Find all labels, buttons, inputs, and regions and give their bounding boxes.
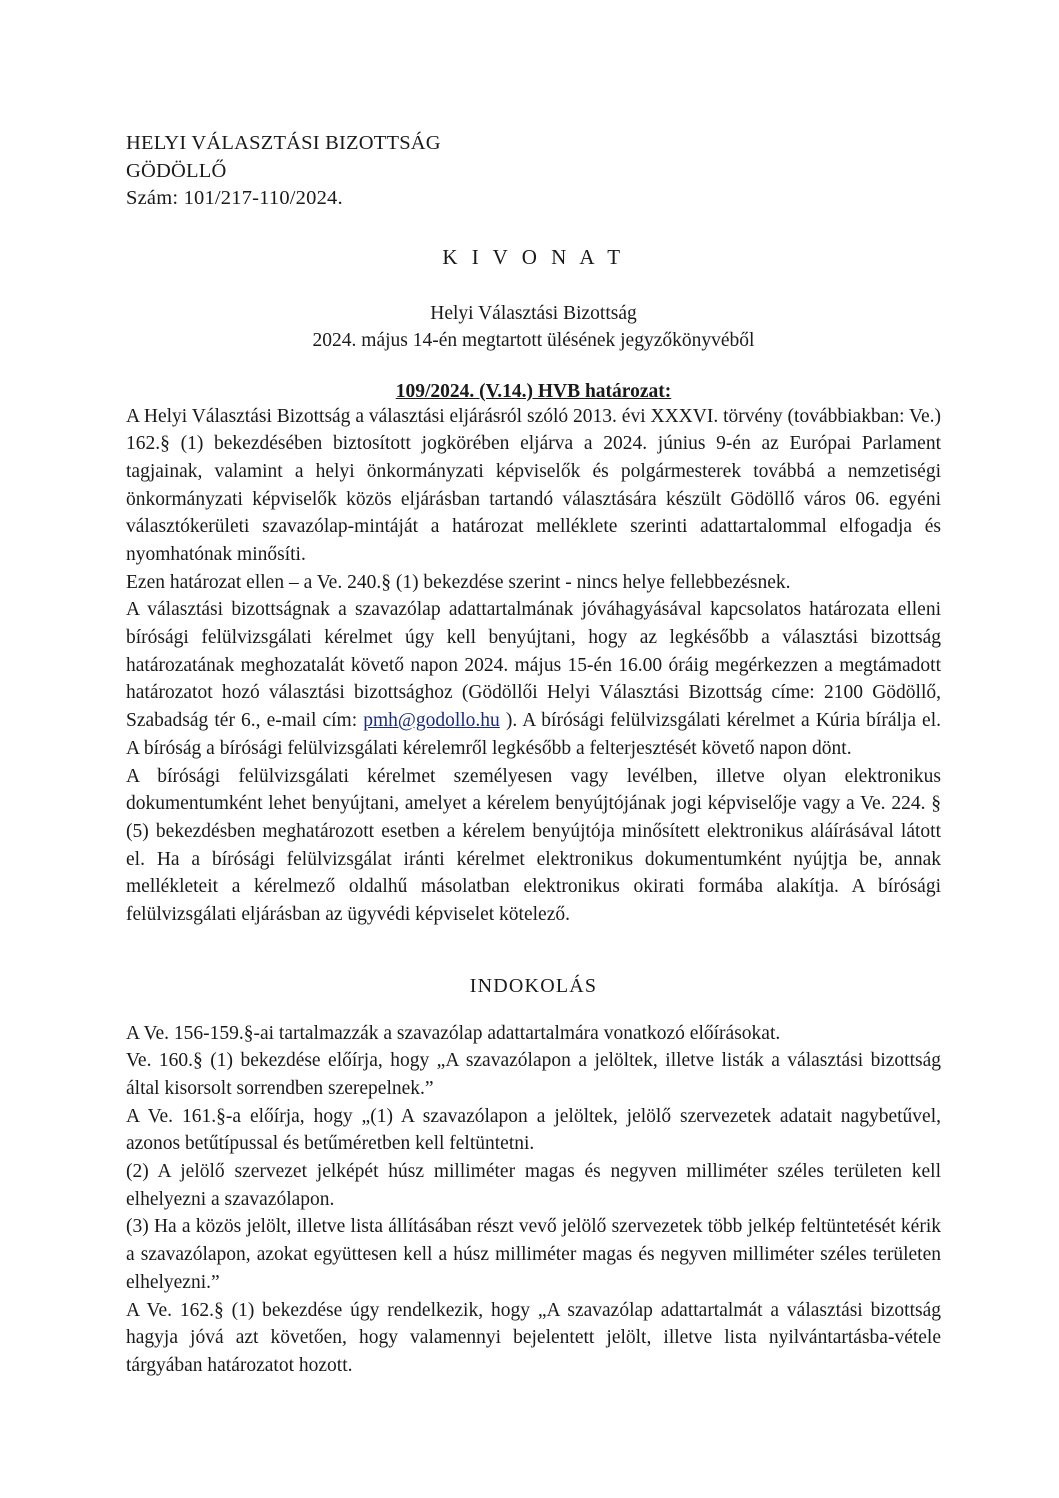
email-link[interactable]: pmh@godollo.hu xyxy=(363,710,500,732)
header-reference-number: Szám: 101/217-110/2024. xyxy=(126,187,343,210)
body-paragraph-1: A Helyi Választási Bizottság a választási eljárásról szóló 2013. évi XXXVI. törvény (továbbiakban: Ve.) 162.§ (1) bekezdésében biztosított jogkörében eljárva a 2024. június 9-én az Európai Parlament tagjainak, valamint a helyi önkormányzati képviselők és polgármesterek továbbá a nemzetiségi önkormányzati képviselők közös eljárásban tartandó választására készült Gödöllő város 06. egyéni választókerületi szavazólap-mintáját a határozat melléklete szerinti adattartalommal elfogadja és nyomhatónak minősíti. xyxy=(126,405,941,566)
body-paragraph-3-text-b: ). A bírósági felülvizsgálati kérelmet a Kúria bírálja el. A bíróság a bírósági felülvizsgálati kérelemről legkésőbb a felterjesztését követő napon dönt. xyxy=(126,710,941,759)
reasoning-paragraph-5: (3) Ha a közös jelölt, illetve lista állításában részt vevő jelölő szervezetek több jelkép feltüntetését kérik a szavazólapon, azokat együttesen kell a húsz milliméter magas és negyven milliméter széles területen elhelyezni.” xyxy=(126,1216,941,1293)
reasoning-paragraph-6: A Ve. 162.§ (1) bekezdése úgy rendelkezik, hogy „A szavazólap adattartalmát a választási bizottság hagyja jóvá azt követően, hogy valamennyi bejelentett jelölt, illetve lista nyilvántartásba-vétele tárgyában határozatot hozott. xyxy=(126,1299,941,1376)
document-subtitle xyxy=(126,300,941,355)
header-city: GÖDÖLLŐ xyxy=(126,159,227,182)
body-paragraph-2: Ezen határozat ellen – a Ve. 240.§ (1) bekezdése szerint - nincs helye fellebbezésnek. xyxy=(126,571,791,593)
reasoning-paragraph-2: Ve. 160.§ (1) bekezdése előírja, hogy „A szavazólapon a jelöltek, illetve listák a választási bizottság által kisorsolt sorrendben szerepelnek.” xyxy=(126,1050,941,1100)
header-organization: HELYI VÁLASZTÁSI BIZOTTSÁG xyxy=(126,132,441,154)
reasoning-paragraph-3: A Ve. 161.§-a előírja, hogy „(1) A szavazólapon a jelöltek, jelölő szervezetek adatait nagybetűvel, azonos betűtípussal és betűméretben kell feltüntetni. xyxy=(126,1105,941,1155)
body-paragraph-3-text-a: A választási bizottságnak a szavazólap adattartalmának jóváhagyásával kapcsolatos határozata elleni bírósági felülvizsgálati kérelmet úgy kell benyújtani, hogy az legkésőbb a választási bizottság határozatának meghozatalát követő napon 2024. május 15-én 16.00 óráig megérkezzen a megtámadott határozatot hozó választási bizottsághoz (Gödöllői Helyi Választási Bizottság címe: 2100 Gödöllő, Szabadság tér 6., e-mail cím: xyxy=(126,599,941,732)
document-header xyxy=(126,130,941,213)
body-paragraph-3 xyxy=(126,596,941,762)
reasoning-paragraph-1: A Ve. 156-159.§-ai tartalmazzák a szavazólap adattartalmára vonatkozó előírásokat. xyxy=(126,1022,781,1044)
subtitle-line-1: Helyi Választási Bizottság xyxy=(430,303,637,325)
reasoning-heading: INDOKOLÁS xyxy=(469,974,598,997)
reasoning-paragraph-4: (2) A jelölő szervezet jelképét húsz milliméter magas és negyven milliméter széles területen kell elhelyezni a szavazólapon. xyxy=(126,1161,941,1210)
page-title: K I V O N A T xyxy=(442,245,625,270)
body-paragraph-4: A bírósági felülvizsgálati kérelmet személyesen vagy levélben, illetve olyan elektronikus dokumentumként lehet benyújtani, amelyet a kérelem benyújtójának jogi képviselője vagy a Ve. 224. § (5) bekezdésben meghatározott esetben a kérelem benyújtója minősített elektronikus aláírásával látott el. Ha a bírósági felülvizsgálat iránti kérelmet elektronikus dokumentumként nyújtja be, annak mellékleteit a kérelmező oldalhű másolatban elektronikus okirati formába alakítja. A bírósági felülvizsgálati eljárásban az ügyvédi képviselet kötelező. xyxy=(126,765,941,925)
decision-heading: 109/2024. (V.14.) HVB határozat: xyxy=(395,380,672,402)
subtitle-line-2: 2024. május 14-én megtartott ülésének jegyzőkönyvéből xyxy=(312,330,755,352)
